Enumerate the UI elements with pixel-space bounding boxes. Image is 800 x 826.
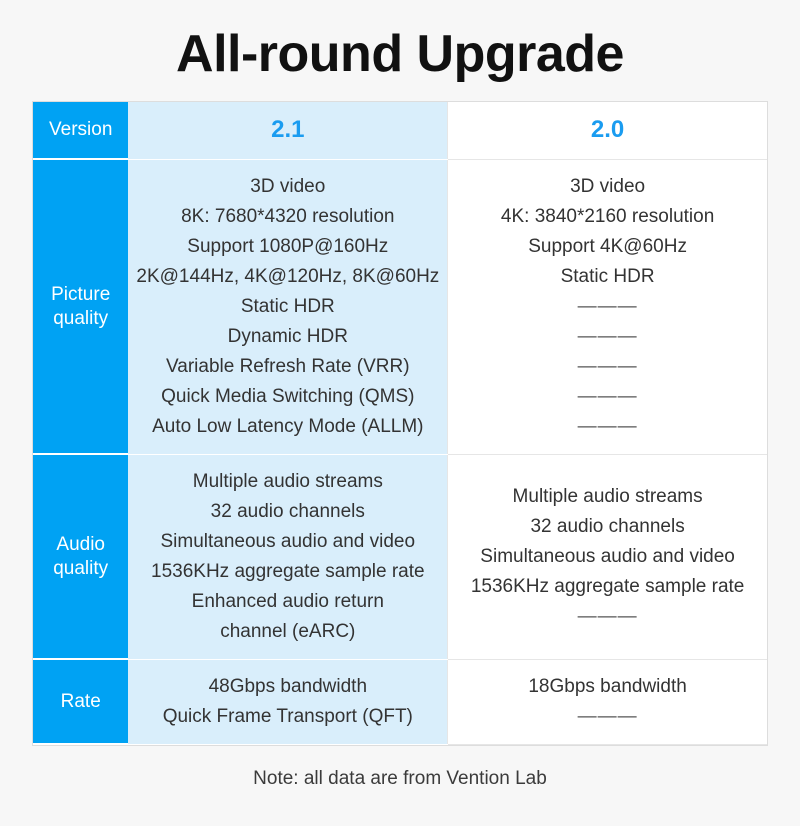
row-label-line: quality [53,557,109,579]
cell-line: Support 4K@60Hz [528,235,687,257]
cell-line: Support 1080P@160Hz [187,235,389,257]
comparison-table-container [32,101,768,746]
cell-line: Simultaneous audio and video [160,530,416,552]
cell-line-dash: ——— [577,385,638,407]
page-title: All-round Upgrade [176,25,624,83]
cell-line: 2K@144Hz, 4K@120Hz, 8K@60Hz [136,265,440,287]
cell-line: 4K: 3840*2160 resolution [500,205,715,227]
cell-line-dash: ——— [577,605,638,627]
cell-line: 3D video [570,175,646,197]
cell-picture-quality-21 [128,159,447,454]
cell-line: 18Gbps bandwidth [528,675,687,697]
cell-rate-21 [128,659,447,744]
cell-line: Enhanced audio return [191,590,384,612]
table-row [33,454,767,659]
cell-line: 32 audio channels [530,515,685,537]
cell-line-dash: ——— [577,705,638,727]
cell-line: 48Gbps bandwidth [208,675,368,697]
cell-line: Static HDR [240,295,335,317]
cell-line: Multiple audio streams [512,485,703,507]
header-version-21: 2.1 [128,102,447,159]
cell-line: 3D video [250,175,326,197]
cell-line: Auto Low Latency Mode (ALLM) [152,415,424,437]
comparison-infographic [0,26,800,826]
comparison-table [33,102,767,745]
cell-line-dash: ——— [577,355,638,377]
cell-rate-20 [448,659,767,744]
row-label-line: quality [53,307,109,329]
header-version-20: 2.0 [448,102,767,159]
table-row [33,659,767,744]
cell-line: Quick Media Switching (QMS) [161,385,415,407]
cell-line: Quick Frame Transport (QFT) [162,705,413,727]
row-label-picture-quality [33,159,128,454]
cell-audio-quality-20 [448,454,767,659]
table-header-row [33,102,767,159]
cell-line: 1536KHz aggregate sample rate [470,575,745,597]
footnote: Note: all data are from Vention Lab [253,768,547,790]
row-label-line: Picture [51,284,111,305]
cell-line-dash: ——— [577,415,638,437]
cell-line: Variable Refresh Rate (VRR) [166,355,410,377]
cell-line: Simultaneous audio and video [480,545,735,567]
cell-line: Static HDR [560,265,655,287]
cell-line: Multiple audio streams [192,470,383,492]
cell-line: 32 audio channels [210,500,365,522]
header-label-version: Version [33,102,128,159]
cell-line-dash: ——— [577,325,638,347]
cell-audio-quality-21 [128,454,447,659]
cell-line: Dynamic HDR [227,325,348,347]
cell-line: 8K: 7680*4320 resolution [181,205,395,227]
cell-line-dash: ——— [577,295,638,317]
table-row [33,159,767,454]
row-label-rate [33,659,128,744]
cell-line: 1536KHz aggregate sample rate [151,560,425,582]
row-label-line: Audio [56,534,105,556]
cell-picture-quality-20 [448,159,767,454]
row-label-line: Rate [60,691,101,713]
row-label-audio-quality [33,454,128,659]
cell-line: channel (eARC) [220,620,356,642]
